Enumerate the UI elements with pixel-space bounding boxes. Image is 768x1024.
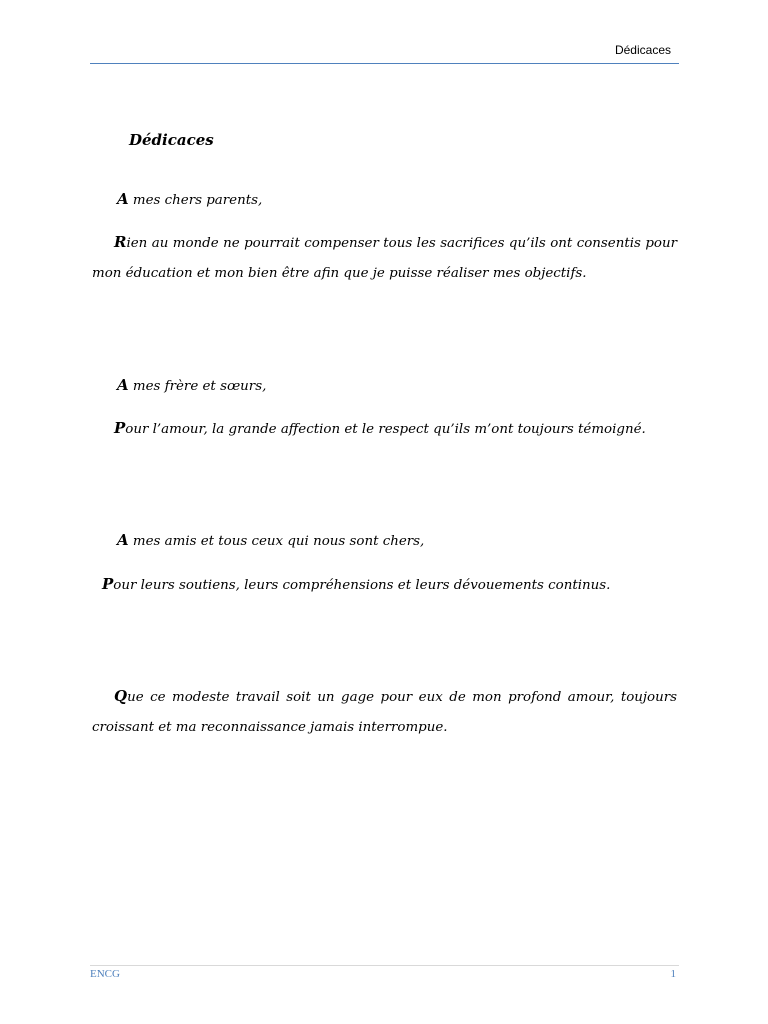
- closing-paragraph: [92, 681, 677, 743]
- salutation-parents: [117, 189, 262, 211]
- salutation-text: mes amis et tous ceux qui nous sont chers,: [128, 534, 425, 549]
- page-title: Dédicaces: [129, 131, 214, 149]
- paragraph-initial: P: [102, 575, 114, 593]
- paragraph-friends: [92, 569, 677, 601]
- footer-institution: ENCG: [90, 968, 120, 980]
- paragraph-text: our leurs soutiens, leurs compréhensions et leurs dévouements continus.: [113, 578, 611, 593]
- page-number: 1: [670, 968, 676, 980]
- paragraph-parents: [92, 227, 677, 289]
- salutation-friends: [117, 530, 424, 552]
- closing-text: ue ce modeste travail soit un gage pour eux de mon profond amour, toujours croissant et ma reconnaissance jamais interrompue.: [92, 690, 677, 735]
- paragraph-siblings: [92, 413, 677, 445]
- footer-divider: [90, 965, 679, 966]
- salutation-siblings: [117, 375, 266, 397]
- salutation-text: mes chers parents,: [128, 193, 263, 208]
- salutation-initial: A: [117, 531, 129, 549]
- closing-initial: Q: [114, 687, 128, 705]
- paragraph-initial: R: [114, 233, 127, 251]
- paragraph-initial: P: [114, 419, 126, 437]
- salutation-initial: A: [117, 376, 129, 394]
- running-header-title: Dédicaces: [614, 43, 671, 57]
- paragraph-text: our l’amour, la grande affection et le respect qu’ils m’ont toujours témoigné.: [125, 422, 646, 437]
- header-divider: [90, 63, 679, 64]
- salutation-text: mes frère et sœurs,: [128, 379, 267, 394]
- paragraph-text: ien au monde ne pourrait compenser tous les sacrifices qu’ils ont consentis pour mon éducation et mon bien être afin que je puisse réaliser mes objectifs.: [92, 236, 677, 281]
- salutation-initial: A: [117, 190, 129, 208]
